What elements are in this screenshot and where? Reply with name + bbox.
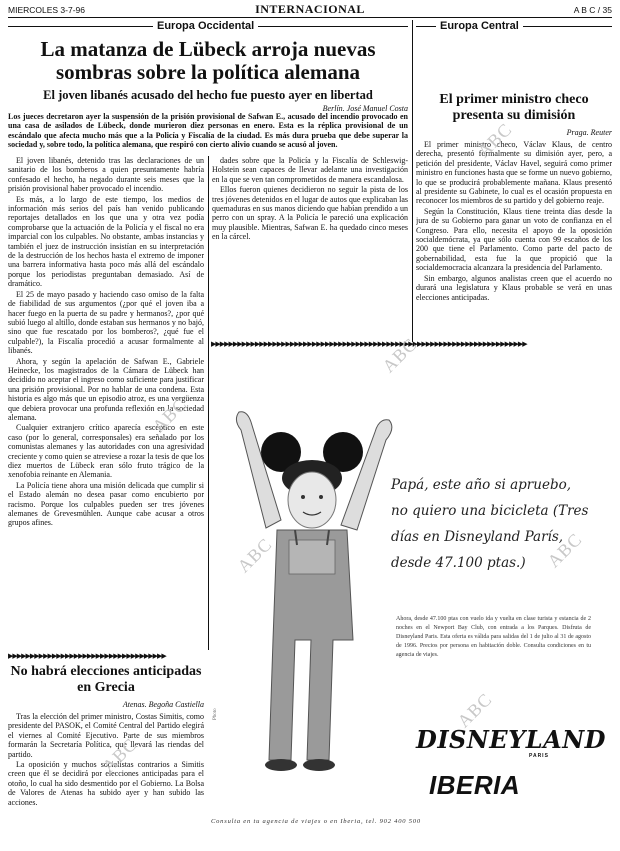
paragraph: Ellos fueron quienes decidieron no seguir la pista de los tres jóvenes detenidos en el lugar de autos que explicaban las quemaduras en sus manos diciendo que habían prendido a un perro con un spray. A la Policía le pareció una explicación muy plausible. Mientras, Safwan E. ha quedado cinco meses en la cárcel. [212, 185, 408, 242]
watermark: ABC [233, 533, 276, 577]
eye [301, 495, 305, 499]
header-rule [8, 17, 612, 18]
greece-byline: Atenas. Begoña Castiella [122, 700, 204, 709]
paragraph: La oposición y muchos socialistas contrarios a Simitis creen que él se decidirá por elecciones anticipadas para el otoño, lo cual ha sido desmentido por el Gobierno. La Bolsa de Valores de Atenas ha subido ayer y han subido las acciones. [8, 760, 204, 807]
paragraph: Tras la elección del primer ministro, Costas Simitis, como presidente del PASOK, el Comité Central del Partido elegirá el viernes al Comité Ejecutivo. Parte de sus miembros formarán la Secretaría Política, que llevará las riendas del partido. [8, 712, 204, 759]
paragraph: Sin embargo, algunos analistas creen que el acuerdo no durará una legislatura y Klaus probable se verá en unas elecciones anticipadas. [416, 273, 612, 302]
column-divider [208, 156, 209, 650]
arrow-separator: ▶▶▶▶▶▶▶▶▶▶▶▶▶▶▶▶▶▶▶▶▶▶▶▶▶▶▶▶▶▶▶▶▶▶▶▶ [8, 652, 166, 660]
paragraph: dades sobre que la Policía y la Fiscalía de Schleswig-Holstein sean capaces de llevar adelante una investigación en la que se ven tan comprometidos de manera escandalosa. [212, 156, 408, 184]
watermark: ABC [98, 733, 141, 777]
kicker-left-label: Europa Occidental [153, 20, 258, 32]
page-number: A B C / 35 [573, 5, 612, 15]
section-title: INTERNACIONAL [255, 2, 365, 16]
paragraph: Según la Constitución, Klaus tiene treinta días desde la jura de su Gobierno para ganar un voto de confianza en el Congreso. Para ello, necesita el apoyo de la oposición socialdemócrata, ya que sólo cuenta con 99 escaños de los 200 que tiene el Parlamento. Como parte del pacto de gobernabilidad, esta fue la que propició que la socialdemocracia alcanzara la presidencia del Parlamento. [416, 206, 612, 273]
paragraph: El primer ministro checo, Václav Klaus, de centro derecha, presentó formalmente su dimisión ayer, pero, a petición del presidente, Václav Havel, seguirá como primer ministro en funciones hasta que se forme un nuevo gobierno, lo que se producirá probablemente mañana. Klaus presentó al presidente su Gabinete, lo cual es el ocasión propuesta en reconocer los miembros de su partido y del gobierno reaje. [416, 140, 612, 206]
handwritten-message: Papá, este año si apruebo, no quiero una bicicleta (Tres días en Disneyland París, desde 47.100 ptas.) [391, 477, 589, 571]
paragraph: Ahora, y según la apelación de Safwan E., Gabriele Heinecke, los magistrados de la Cámara de Lübeck han decidido no aceptar el ingreso como suficiente para justificar una prisión provisional. Por no hablar de una condena. Esta historia es algo más que un episodio atroz, es una vergüenza que debiera provocar una profunda reflexión en la sociedad alemana. [8, 356, 204, 422]
paragraph: Es más, a lo largo de este tiempo, los medios de información más serios del país han venido publicando reportajes detallados en los que una y otra vez podía comprobarse que la actuación de la Policía y el fiscal no era imparcial con los culpables. No obstante, ambas instancias y también el juez de instrucción insistían en su interpretación de la destrucción de los hechos hasta el extremo de imponer una barrera informativa hasta poco más allá del escándalo porque los periodistas preguntaban demasiado. Así de dramático. [8, 194, 204, 289]
page-header [8, 2, 612, 16]
kicker-right-label: Europa Central [436, 20, 523, 32]
disneyland-logo: DISNEYLAND [416, 725, 606, 754]
main-byline: Berlín. José Manuel Costa [322, 104, 408, 113]
disneyland-iberia-ad [211, 400, 611, 840]
paragraph: La Policía tiene ahora una misión delicada que cumplir si el Estado alemán no desea pasar como encubierto por racismo. Porque los culpables pueden ser tres jóvenes alemanes de Grevesmühlen. Aunque cabe acusar a otros grupos afines. [8, 480, 204, 528]
eye [319, 495, 323, 499]
greece-headline: No habrá elecciones anticipadas en Grecia [10, 664, 202, 695]
watermark: ABC [453, 688, 496, 732]
watermark: ABC [148, 393, 191, 437]
ad-footer: Consulta en tu agencia de viajes o en Iberia, tel. 902 400 500 [211, 818, 421, 825]
czech-headline: El primer ministro checo presenta su dimisión [439, 92, 589, 123]
column-divider [412, 20, 413, 342]
issue-date: MIERCOLES 3-7-96 [8, 5, 85, 15]
main-column-1 [8, 156, 204, 650]
photo-credit: Photo [213, 708, 218, 720]
shoe [303, 759, 335, 771]
paragraph: El 25 de mayo pasado y haciendo caso omiso de la falta de fiabilidad de sus argumentos (¿por qué el joven iba a hacer fuego en la puerta de su padre y hermanos?, ¿por qué subió luego al altillo, donde estaban sus hermanos y no bajó, sino que fue rescatado por los bomberos?, ¿qué fue el culpable?), la Fiscalía procedió a acusar formalmente al libanés. [8, 289, 204, 356]
greece-body [8, 712, 204, 846]
main-subheadline: El joven libanés acusado del hecho fue puesto ayer en libertad [43, 88, 373, 102]
kicker-right [416, 20, 612, 34]
czech-body [416, 140, 612, 338]
main-headline: La matanza de Lübeck arroja nuevas sombras sobre la política alemana [40, 37, 376, 84]
watermark: ABC [473, 118, 516, 162]
czech-byline: Praga. Reuter [566, 128, 612, 137]
arrow-separator: ▶▶▶▶▶▶▶▶▶▶▶▶▶▶▶▶▶▶▶▶▶▶▶▶▶▶▶▶▶▶▶▶▶▶▶▶▶▶▶▶▶▶▶▶▶▶▶▶▶▶▶▶▶▶▶▶▶▶▶▶▶▶▶▶▶▶▶▶▶▶▶▶ [211, 340, 527, 348]
watermark: ABC [543, 528, 586, 572]
face [288, 472, 336, 528]
watermark: ABC [378, 333, 421, 377]
paragraph: El joven libanés, detenido tras las declaraciones de un sanitario de los bomberos a quien presuntamente habría confesado el hecho, ha negado durante seis meses que la prisión provisional haber provocado el incendio. [8, 156, 204, 194]
iberia-logo: IBERIA [429, 770, 521, 800]
overalls-bib [289, 540, 335, 574]
main-column-2 [212, 156, 408, 336]
main-lead: Los jueces decretaron ayer la suspensión de la prisión provisional de Safwan E., acusado del incendio provocado en una casa de asilados de Lübeck, donde murieron diez personas en enero. Esta es la réplica provisional de un escándalo que afecta mucho más que a la Policía y Fiscalía de la ciudad. Es más dura prueba que debe superar la sociedad y, sobre todo, la política alemana, que respiró con cierto alivio cuando se acusó al joven. [8, 112, 408, 149]
kicker-left [8, 20, 408, 34]
shoe [265, 759, 297, 771]
child-mouse-ears-photo [211, 400, 411, 780]
disneyland-logo-sub: PARIS [529, 753, 549, 759]
ad-promo-text: Ahora, desde 47.100 ptas con vuelo ida y vuelta en clase turista y estancia de 2 noches en el Newport Bay Club, con entrada a los Parques. Disfruta de Disneyland Paris. Esta oferta es válida para salidas del 1 de julio al 31 de agosto de 1996. Precios por persona en habitación doble. Consulta condiciones en tu agencia de viajes. [396, 616, 591, 658]
paragraph: Cualquier extranjero crítico aparecía escéptico en este caso (por lo general, corresponsales) era señalado por los comunistas alemanes y las autoridades con una agresividad creciente y como quien se atreviese a rozar la tesis de que los diez muertos de Lübeck eran sólo fruto trágico de la xenofobia reinante en Alemania. [8, 423, 204, 480]
